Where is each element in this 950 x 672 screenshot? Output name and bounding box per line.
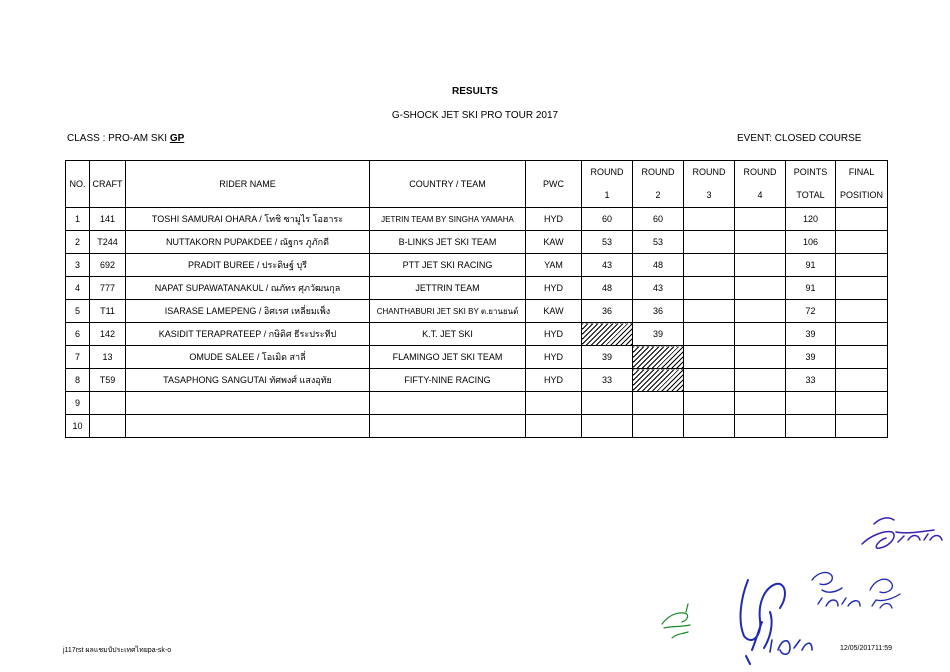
row-total: 106 bbox=[786, 231, 836, 254]
row-team: FLAMINGO JET SKI TEAM bbox=[370, 346, 526, 369]
row-round2: 48 bbox=[633, 254, 684, 277]
event-subtitle: G-SHOCK JET SKI PRO TOUR 2017 bbox=[391, 110, 559, 121]
row-round1: 48 bbox=[582, 277, 633, 300]
row-team: PTT JET SKI RACING bbox=[370, 254, 526, 277]
row-rider: NUTTAKORN PUPAKDEE / ณัฐกร ภูภักดี bbox=[126, 231, 370, 254]
row-no: 4 bbox=[66, 277, 90, 300]
row-round2: 60 bbox=[633, 208, 684, 231]
round-label: ROUND bbox=[692, 167, 726, 177]
row-craft: 13 bbox=[90, 346, 126, 369]
row-team: K.T. JET SKI bbox=[370, 323, 526, 346]
footer-timestamp: 12/05/201711:59 bbox=[840, 645, 893, 652]
row-round2: 53 bbox=[633, 231, 684, 254]
signature-green bbox=[662, 604, 690, 638]
row-no: 8 bbox=[66, 369, 90, 392]
row-no: 7 bbox=[66, 346, 90, 369]
row-round2: 36 bbox=[633, 300, 684, 323]
row-rider: PRADIT BUREE / ประดิษฐ์ บุรี bbox=[126, 254, 370, 277]
row-round1: 36 bbox=[582, 300, 633, 323]
row-total: 120 bbox=[786, 208, 836, 231]
row-total: 72 bbox=[786, 300, 836, 323]
row-team: CHANTHABURI JET SKI BY ต.ยานยนต์ bbox=[370, 300, 526, 323]
row-round1: 43 bbox=[582, 254, 633, 277]
row-craft: 692 bbox=[90, 254, 126, 277]
row-total: 33 bbox=[786, 369, 836, 392]
class-suffix: GP bbox=[169, 133, 185, 144]
round-label: ROUND bbox=[590, 167, 624, 177]
row-craft: T244 bbox=[90, 231, 126, 254]
signature-purple-top bbox=[862, 518, 942, 548]
row-no: 3 bbox=[66, 254, 90, 277]
row-craft: T59 bbox=[90, 369, 126, 392]
row-rider: TASAPHONG SANGUTAI ทัศพงศ์ แสงอุทัย bbox=[126, 369, 370, 392]
row-craft: 142 bbox=[90, 323, 126, 346]
event-label: EVENT: CLOSED COURSE bbox=[737, 133, 862, 144]
row-round2: 39 bbox=[633, 323, 684, 346]
col-no-header: NO. bbox=[66, 161, 90, 208]
row-round1: 39 bbox=[582, 346, 633, 369]
row-team: JETRIN TEAM BY SINGHA YAMAHA bbox=[370, 208, 526, 231]
col-pwc-header: PWC bbox=[526, 161, 582, 208]
col-team-header: COUNTRY / TEAM bbox=[370, 161, 526, 208]
row-rider: KASIDIT TERAPRATEEP / กษิดิศ ธีระประทีป bbox=[126, 323, 370, 346]
class-prefix: CLASS : PRO-AM SKI bbox=[67, 133, 170, 144]
row-rider: ISARASE LAMEPENG / อิศเรศ เหลี่ยมเพ็ง bbox=[126, 300, 370, 323]
row-total: 39 bbox=[786, 323, 836, 346]
position-label: POSITION bbox=[839, 190, 883, 200]
col-craft-header: CRAFT bbox=[90, 161, 126, 208]
final-label: FINAL bbox=[848, 167, 875, 177]
round-number: 4 bbox=[757, 190, 763, 200]
footer-file-label: j117rst ผลแชมป์ประเทศไทยpa-sk-o bbox=[63, 647, 172, 654]
row-total: 91 bbox=[786, 277, 836, 300]
row-craft: 777 bbox=[90, 277, 126, 300]
row-pwc: HYD bbox=[526, 277, 582, 300]
round-number: 3 bbox=[706, 190, 712, 200]
signature-blue-mid bbox=[812, 573, 860, 606]
total-label: TOTAL bbox=[796, 190, 825, 200]
row-craft: 141 bbox=[90, 208, 126, 231]
row-round1: 60 bbox=[582, 208, 633, 231]
handwritten-signatures bbox=[662, 518, 942, 664]
row-pwc: KAW bbox=[526, 231, 582, 254]
signature-blue-large bbox=[741, 580, 785, 664]
row-rider: NAPAT SUPAWATANAKUL / ณภัทร ศุภวัฒนกุล bbox=[126, 277, 370, 300]
row-round1: 53 bbox=[582, 231, 633, 254]
row-no: 5 bbox=[66, 300, 90, 323]
round-number: 2 bbox=[655, 190, 661, 200]
row-pwc: HYD bbox=[526, 369, 582, 392]
row-pwc: HYD bbox=[526, 346, 582, 369]
col-rider-header: RIDER NAME bbox=[126, 161, 370, 208]
page-title: RESULTS bbox=[452, 86, 498, 97]
row-team: FIFTY-NINE RACING bbox=[370, 369, 526, 392]
round-label: ROUND bbox=[743, 167, 777, 177]
row-no: 10 bbox=[66, 415, 90, 438]
row-team: B-LINKS JET SKI TEAM bbox=[370, 231, 526, 254]
row-team: JETTRIN TEAM bbox=[370, 277, 526, 300]
row-no: 2 bbox=[66, 231, 90, 254]
row-craft: T11 bbox=[90, 300, 126, 323]
row-pwc: YAM bbox=[526, 254, 582, 277]
row-round1: 33 bbox=[582, 369, 633, 392]
row-round2: 43 bbox=[633, 277, 684, 300]
row-total: 91 bbox=[786, 254, 836, 277]
row-pwc: HYD bbox=[526, 208, 582, 231]
row-rider: OMUDE SALEE / โอเมิด สาลี่ bbox=[126, 346, 370, 369]
signature-blue-date bbox=[770, 640, 812, 654]
round-number: 1 bbox=[604, 190, 610, 200]
round-label: ROUND bbox=[641, 167, 675, 177]
row-total: 39 bbox=[786, 346, 836, 369]
row-no: 1 bbox=[66, 208, 90, 231]
row-no: 9 bbox=[66, 392, 90, 415]
row-no: 6 bbox=[66, 323, 90, 346]
row-pwc: HYD bbox=[526, 323, 582, 346]
points-label: POINTS bbox=[793, 167, 828, 177]
signature-blue-right bbox=[870, 579, 900, 608]
row-pwc: KAW bbox=[526, 300, 582, 323]
row-rider: TOSHI SAMURAI OHARA / โทชิ ซามูไร โอฮาระ bbox=[126, 208, 370, 231]
